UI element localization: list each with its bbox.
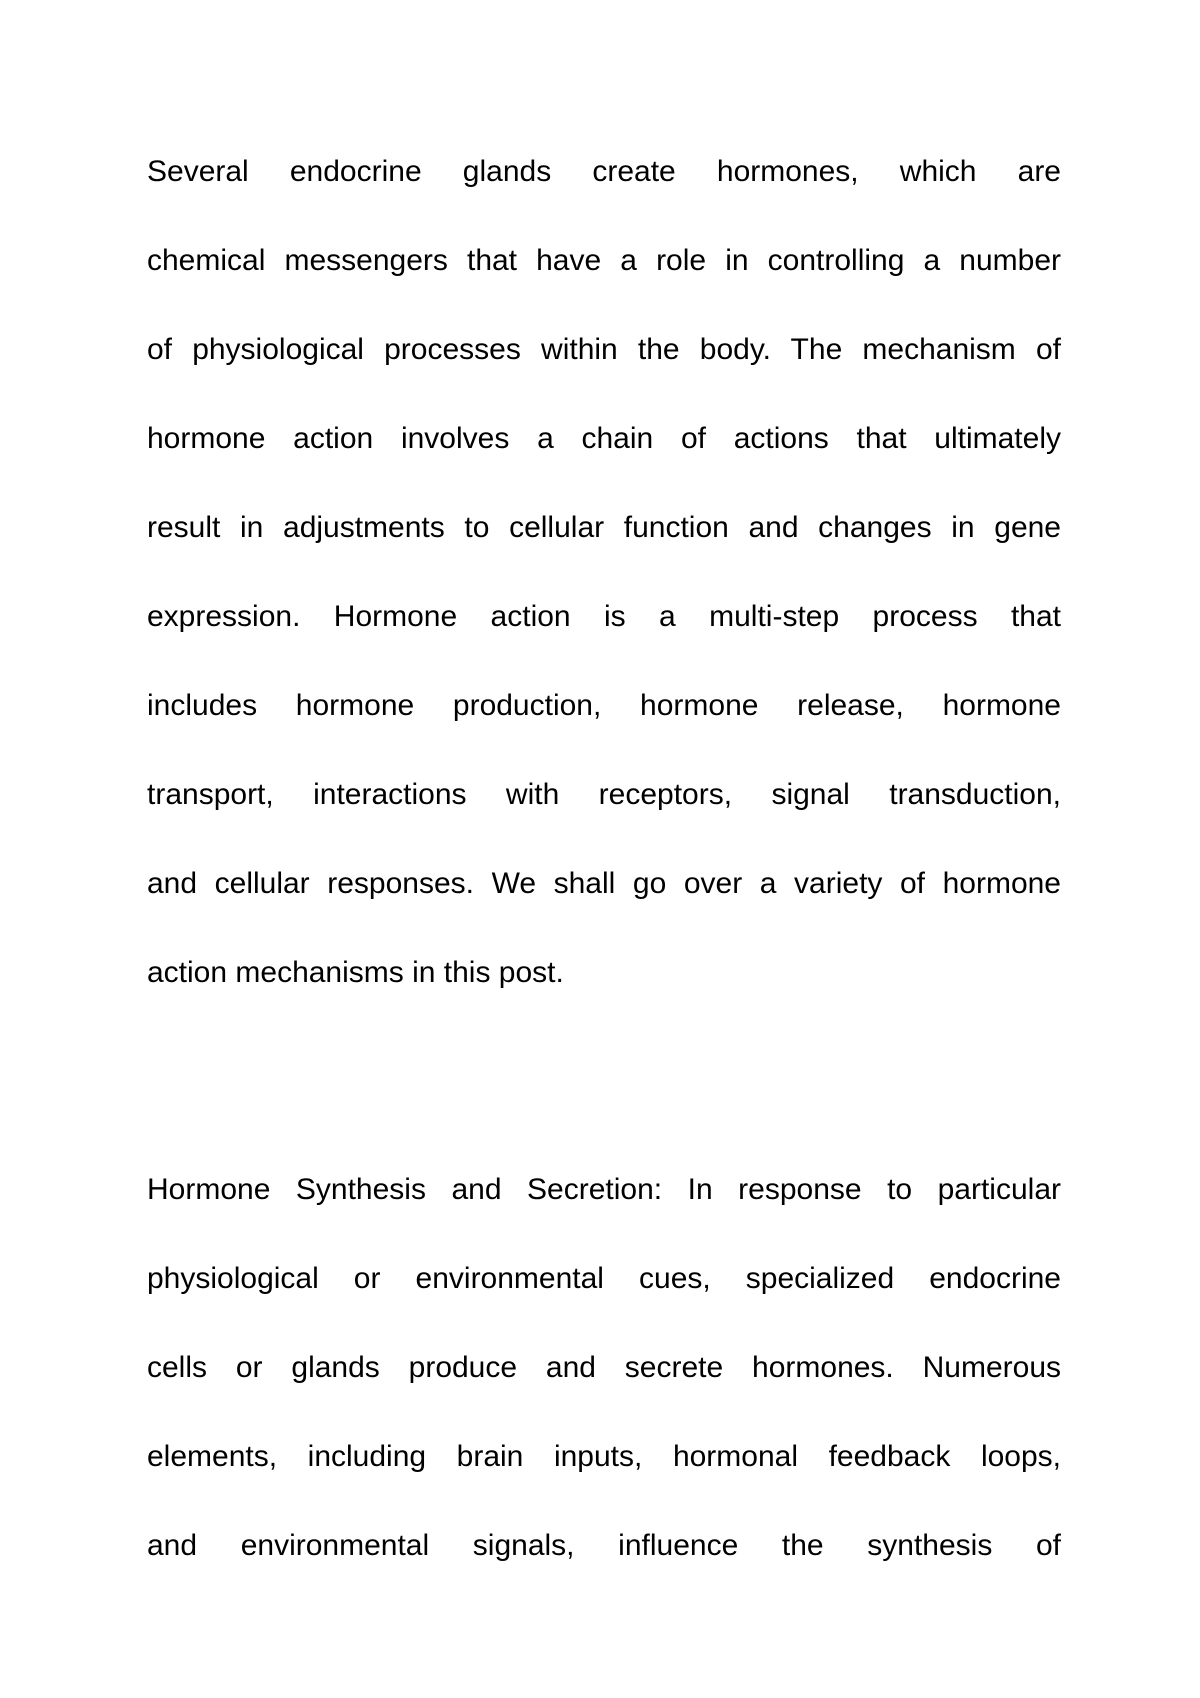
paragraph-line: includes hormone production, hormone release, hormone (147, 689, 1061, 722)
paragraph-line: physiological or environmental cues, specialized endocrine (147, 1262, 1061, 1295)
paragraph-line: of physiological processes within the body. The mechanism of (147, 333, 1061, 366)
paragraph-hormone-synthesis (147, 1145, 1061, 1590)
paragraph-line: Hormone Synthesis and Secretion: In response to particular (147, 1173, 1061, 1206)
paragraph-line: Several endocrine glands create hormones, which are (147, 155, 1061, 188)
paragraph-line: expression. Hormone action is a multi-step process that (147, 600, 1061, 633)
paragraph-hormone-action-intro (147, 127, 1061, 1017)
paragraph-line: result in adjustments to cellular function and changes in gene (147, 511, 1061, 544)
paragraph-line: chemical messengers that have a role in controlling a number (147, 244, 1061, 277)
paragraph-line: cells or glands produce and secrete hormones. Numerous (147, 1351, 1061, 1384)
paragraph-line: and cellular responses. We shall go over a variety of hormone (147, 867, 1061, 900)
paragraph-line: and environmental signals, influence the synthesis of (147, 1529, 1061, 1562)
paragraph-line: hormone action involves a chain of actions that ultimately (147, 422, 1061, 455)
paragraph-line: elements, including brain inputs, hormonal feedback loops, (147, 1440, 1061, 1473)
paragraph-line: transport, interactions with receptors, signal transduction, (147, 778, 1061, 811)
paragraph-line: action mechanisms in this post. (147, 956, 564, 989)
